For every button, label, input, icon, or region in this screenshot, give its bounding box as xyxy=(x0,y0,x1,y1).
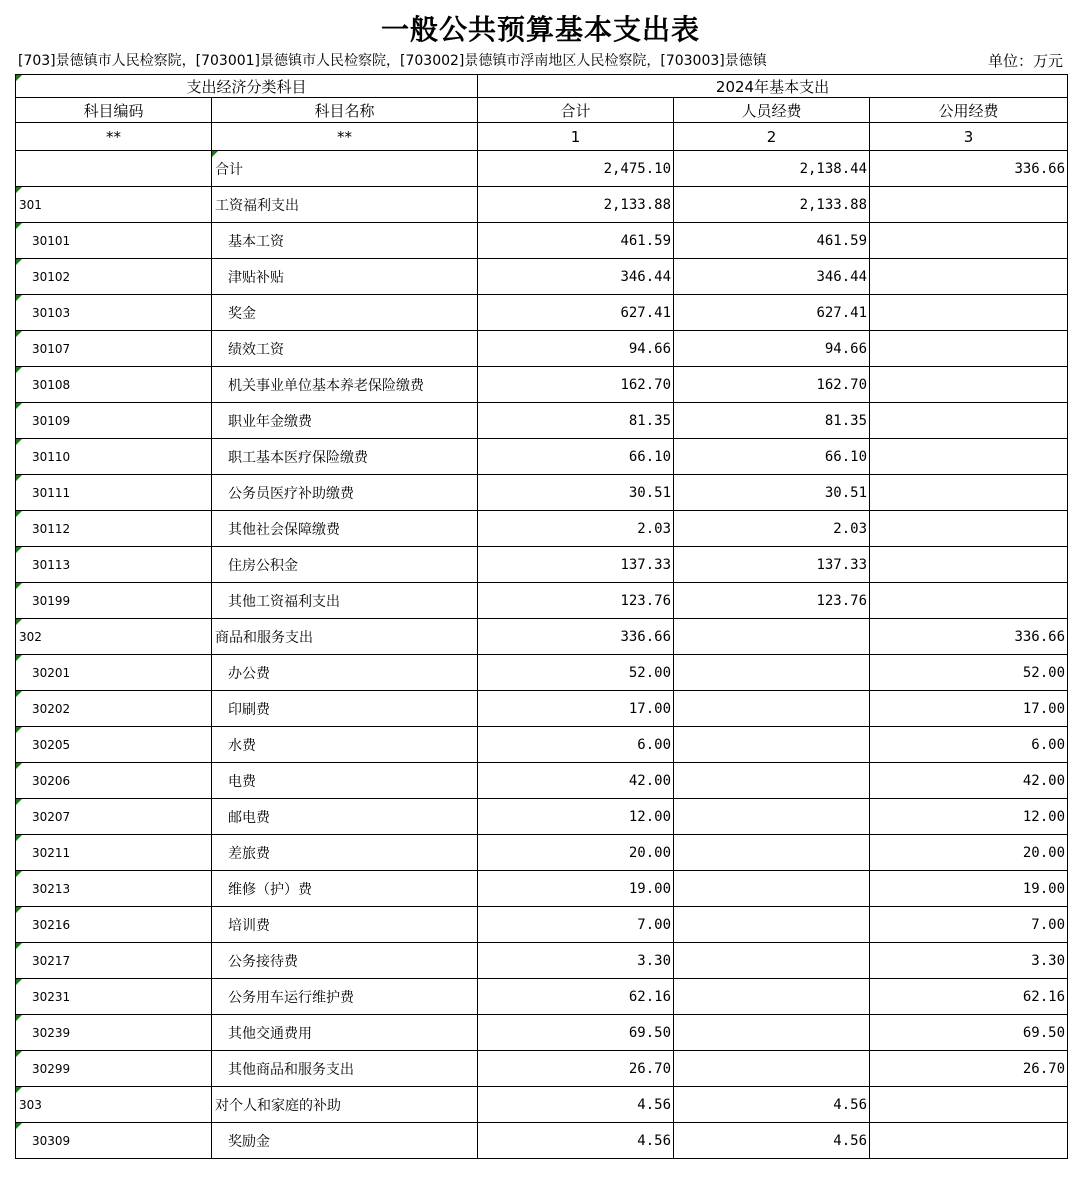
cell-personnel-expense xyxy=(674,835,870,871)
cell-subject-name: 商品和服务支出 xyxy=(212,619,478,655)
table-row xyxy=(16,295,1068,331)
cell-subject-code: 30309 xyxy=(16,1123,212,1159)
cell-total: 123.76 xyxy=(478,583,674,619)
cell-public-expense xyxy=(870,475,1068,511)
cell-personnel-expense xyxy=(674,1015,870,1051)
cell-public-expense xyxy=(870,1087,1068,1123)
header-row-index xyxy=(16,123,1068,151)
header-row-group xyxy=(16,75,1068,98)
cell-total: 69.50 xyxy=(478,1015,674,1051)
cell-subject-name: 水费 xyxy=(212,727,478,763)
cell-personnel-expense: 162.70 xyxy=(674,367,870,403)
cell-personnel-expense: 627.41 xyxy=(674,295,870,331)
cell-total: 20.00 xyxy=(478,835,674,871)
cell-subject-code: 30110 xyxy=(16,439,212,475)
unit-list-subtitle: [703]景德镇市人民检察院，[703001]景德镇市人民检察院，[703002]景德镇市浮南地区人民检察院，[703003]景德镇 xyxy=(18,53,767,69)
cell-subject-name: 其他交通费用 xyxy=(212,1015,478,1051)
cell-personnel-expense xyxy=(674,1051,870,1087)
table-row xyxy=(16,979,1068,1015)
cell-public-expense xyxy=(870,331,1068,367)
header-basic-expenditure-2024: 2024年基本支出 xyxy=(478,75,1068,98)
cell-public-expense: 62.16 xyxy=(870,979,1068,1015)
page-title: 一般公共预算基本支出表 xyxy=(380,13,700,46)
cell-subject-code: 302 xyxy=(16,619,212,655)
table-row xyxy=(16,619,1068,655)
cell-public-expense: 19.00 xyxy=(870,871,1068,907)
cell-public-expense: 17.00 xyxy=(870,691,1068,727)
index-name: ** xyxy=(212,123,478,151)
cell-total: 6.00 xyxy=(478,727,674,763)
cell-public-expense: 12.00 xyxy=(870,799,1068,835)
cell-total: 3.30 xyxy=(478,943,674,979)
cell-total: 461.59 xyxy=(478,223,674,259)
cell-personnel-expense: 30.51 xyxy=(674,475,870,511)
cell-subject-name: 培训费 xyxy=(212,907,478,943)
table-row xyxy=(16,151,1068,187)
cell-total: 26.70 xyxy=(478,1051,674,1087)
cell-subject-code: 30202 xyxy=(16,691,212,727)
cell-personnel-expense xyxy=(674,763,870,799)
table-row xyxy=(16,907,1068,943)
cell-total: 346.44 xyxy=(478,259,674,295)
cell-personnel-expense: 461.59 xyxy=(674,223,870,259)
cell-subject-name: 绩效工资 xyxy=(212,331,478,367)
cell-public-expense: 6.00 xyxy=(870,727,1068,763)
cell-public-expense: 7.00 xyxy=(870,907,1068,943)
cell-public-expense: 3.30 xyxy=(870,943,1068,979)
cell-public-expense xyxy=(870,403,1068,439)
cell-public-expense: 20.00 xyxy=(870,835,1068,871)
cell-total: 162.70 xyxy=(478,367,674,403)
table-row xyxy=(16,583,1068,619)
header-economic-category: 支出经济分类科目 xyxy=(16,75,478,98)
table-row xyxy=(16,691,1068,727)
table-row xyxy=(16,727,1068,763)
header-row-columns xyxy=(16,98,1068,123)
cell-subject-name: 其他商品和服务支出 xyxy=(212,1051,478,1087)
cell-public-expense xyxy=(870,1123,1068,1159)
cell-subject-code xyxy=(16,151,212,187)
cell-total: 7.00 xyxy=(478,907,674,943)
cell-subject-name: 其他社会保障缴费 xyxy=(212,511,478,547)
cell-subject-code: 30108 xyxy=(16,367,212,403)
cell-total: 52.00 xyxy=(478,655,674,691)
table-row xyxy=(16,511,1068,547)
cell-public-expense xyxy=(870,547,1068,583)
cell-subject-code: 301 xyxy=(16,187,212,223)
cell-total: 12.00 xyxy=(478,799,674,835)
cell-public-expense: 336.66 xyxy=(870,151,1068,187)
cell-personnel-expense xyxy=(674,943,870,979)
cell-total: 4.56 xyxy=(478,1087,674,1123)
cell-personnel-expense: 81.35 xyxy=(674,403,870,439)
table-row xyxy=(16,763,1068,799)
cell-total: 94.66 xyxy=(478,331,674,367)
header-total: 合计 xyxy=(478,98,674,123)
cell-subject-code: 30109 xyxy=(16,403,212,439)
table-row xyxy=(16,655,1068,691)
cell-public-expense: 42.00 xyxy=(870,763,1068,799)
cell-public-expense: 52.00 xyxy=(870,655,1068,691)
cell-public-expense xyxy=(870,511,1068,547)
cell-subject-name: 基本工资 xyxy=(212,223,478,259)
cell-subject-name: 机关事业单位基本养老保险缴费 xyxy=(212,367,478,403)
cell-subject-name: 工资福利支出 xyxy=(212,187,478,223)
cell-personnel-expense xyxy=(674,727,870,763)
cell-subject-code: 30111 xyxy=(16,475,212,511)
cell-personnel-expense: 94.66 xyxy=(674,331,870,367)
header-personnel-expense: 人员经费 xyxy=(674,98,870,123)
cell-subject-code: 30107 xyxy=(16,331,212,367)
index-1: 1 xyxy=(478,123,674,151)
table-row xyxy=(16,223,1068,259)
table-body xyxy=(16,151,1068,1159)
table-row xyxy=(16,1123,1068,1159)
cell-subject-code: 30217 xyxy=(16,943,212,979)
cell-total: 42.00 xyxy=(478,763,674,799)
cell-subject-code: 30207 xyxy=(16,799,212,835)
cell-subject-code: 30231 xyxy=(16,979,212,1015)
cell-public-expense xyxy=(870,223,1068,259)
cell-subject-name: 公务接待费 xyxy=(212,943,478,979)
cell-subject-name: 公务用车运行维护费 xyxy=(212,979,478,1015)
cell-total: 81.35 xyxy=(478,403,674,439)
cell-personnel-expense: 4.56 xyxy=(674,1087,870,1123)
cell-total: 336.66 xyxy=(478,619,674,655)
cell-subject-name: 公务员医疗补助缴费 xyxy=(212,475,478,511)
cell-public-expense: 336.66 xyxy=(870,619,1068,655)
cell-public-expense: 26.70 xyxy=(870,1051,1068,1087)
cell-public-expense xyxy=(870,187,1068,223)
cell-personnel-expense xyxy=(674,619,870,655)
cell-personnel-expense: 2,138.44 xyxy=(674,151,870,187)
index-3: 3 xyxy=(870,123,1068,151)
cell-subject-name: 印刷费 xyxy=(212,691,478,727)
table-row xyxy=(16,943,1068,979)
header-subject-code: 科目编码 xyxy=(16,98,212,123)
cell-public-expense: 69.50 xyxy=(870,1015,1068,1051)
cell-subject-code: 30102 xyxy=(16,259,212,295)
cell-total: 19.00 xyxy=(478,871,674,907)
cell-personnel-expense: 4.56 xyxy=(674,1123,870,1159)
cell-public-expense xyxy=(870,583,1068,619)
cell-subject-name: 住房公积金 xyxy=(212,547,478,583)
cell-personnel-expense xyxy=(674,871,870,907)
cell-subject-name: 其他工资福利支出 xyxy=(212,583,478,619)
cell-personnel-expense xyxy=(674,907,870,943)
table-row xyxy=(16,835,1068,871)
cell-subject-code: 30205 xyxy=(16,727,212,763)
table-row xyxy=(16,1051,1068,1087)
cell-total: 4.56 xyxy=(478,1123,674,1159)
cell-subject-code: 30299 xyxy=(16,1051,212,1087)
cell-personnel-expense xyxy=(674,979,870,1015)
cell-subject-code: 30201 xyxy=(16,655,212,691)
cell-public-expense xyxy=(870,367,1068,403)
cell-total: 627.41 xyxy=(478,295,674,331)
table-row xyxy=(16,1015,1068,1051)
table-row xyxy=(16,1087,1068,1123)
cell-total: 137.33 xyxy=(478,547,674,583)
header-subject-name: 科目名称 xyxy=(212,98,478,123)
cell-subject-code: 30213 xyxy=(16,871,212,907)
cell-personnel-expense: 137.33 xyxy=(674,547,870,583)
cell-subject-code: 30112 xyxy=(16,511,212,547)
cell-subject-name: 维修（护）费 xyxy=(212,871,478,907)
cell-total: 2.03 xyxy=(478,511,674,547)
cell-total: 30.51 xyxy=(478,475,674,511)
table-row xyxy=(16,871,1068,907)
table-row xyxy=(16,799,1068,835)
cell-public-expense xyxy=(870,295,1068,331)
cell-subject-code: 30113 xyxy=(16,547,212,583)
cell-subject-code: 30206 xyxy=(16,763,212,799)
cell-total: 2,133.88 xyxy=(478,187,674,223)
cell-personnel-expense: 2.03 xyxy=(674,511,870,547)
cell-subject-name: 奖励金 xyxy=(212,1123,478,1159)
cell-personnel-expense: 346.44 xyxy=(674,259,870,295)
cell-subject-code: 30103 xyxy=(16,295,212,331)
cell-subject-code: 30199 xyxy=(16,583,212,619)
table-row xyxy=(16,475,1068,511)
cell-personnel-expense: 66.10 xyxy=(674,439,870,475)
cell-subject-code: 303 xyxy=(16,1087,212,1123)
cell-total: 62.16 xyxy=(478,979,674,1015)
cell-subject-name: 津贴补贴 xyxy=(212,259,478,295)
cell-subject-code: 30101 xyxy=(16,223,212,259)
cell-subject-name: 合计 xyxy=(212,151,478,187)
table-row xyxy=(16,259,1068,295)
cell-subject-name: 职工基本医疗保险缴费 xyxy=(212,439,478,475)
table-row xyxy=(16,187,1068,223)
cell-total: 2,475.10 xyxy=(478,151,674,187)
index-2: 2 xyxy=(674,123,870,151)
cell-public-expense xyxy=(870,259,1068,295)
cell-subject-code: 30239 xyxy=(16,1015,212,1051)
cell-personnel-expense: 123.76 xyxy=(674,583,870,619)
cell-personnel-expense: 2,133.88 xyxy=(674,187,870,223)
budget-expenditure-table xyxy=(15,74,1068,1159)
cell-subject-name: 奖金 xyxy=(212,295,478,331)
currency-unit-label: 单位：万元 xyxy=(987,52,1063,70)
cell-subject-name: 对个人和家庭的补助 xyxy=(212,1087,478,1123)
index-code: ** xyxy=(16,123,212,151)
header-public-expense: 公用经费 xyxy=(870,98,1068,123)
cell-subject-code: 30216 xyxy=(16,907,212,943)
cell-total: 66.10 xyxy=(478,439,674,475)
cell-subject-name: 电费 xyxy=(212,763,478,799)
cell-subject-name: 办公费 xyxy=(212,655,478,691)
table-row xyxy=(16,439,1068,475)
table-row xyxy=(16,331,1068,367)
cell-subject-name: 邮电费 xyxy=(212,799,478,835)
table-row xyxy=(16,547,1068,583)
cell-public-expense xyxy=(870,439,1068,475)
cell-subject-name: 差旅费 xyxy=(212,835,478,871)
table-row xyxy=(16,403,1068,439)
cell-subject-code: 30211 xyxy=(16,835,212,871)
cell-personnel-expense xyxy=(674,799,870,835)
cell-total: 17.00 xyxy=(478,691,674,727)
table-row xyxy=(16,367,1068,403)
cell-personnel-expense xyxy=(674,691,870,727)
cell-personnel-expense xyxy=(674,655,870,691)
cell-subject-name: 职业年金缴费 xyxy=(212,403,478,439)
